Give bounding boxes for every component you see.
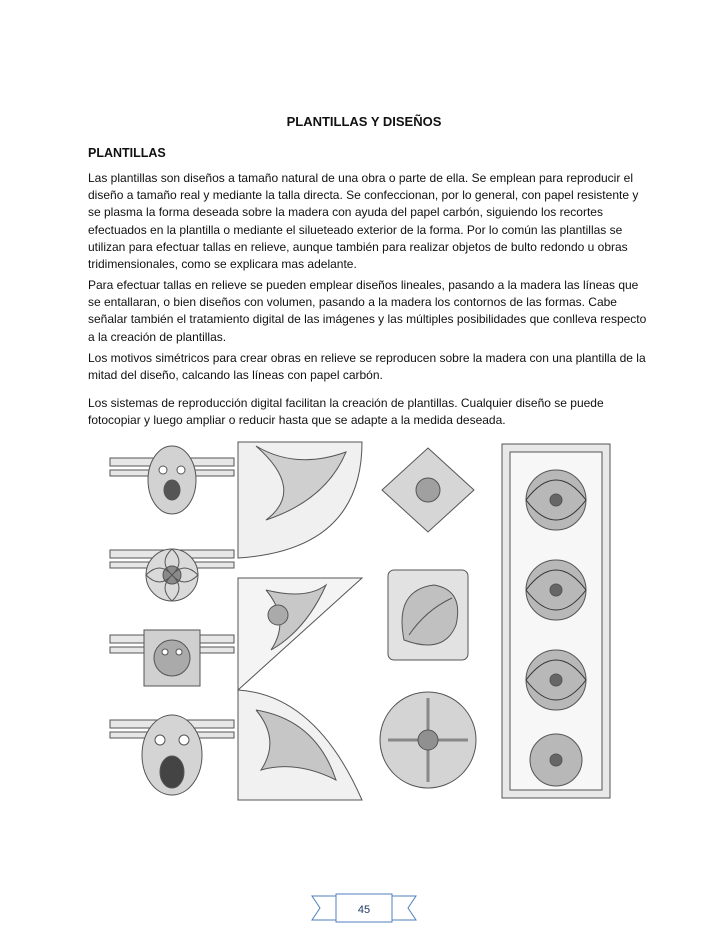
- carved-leaf-ornament-icon: [364, 440, 492, 802]
- paragraph-2: Para efectuar tallas en relieve se pueden emplear diseños lineales, pasando a la madera las líneas que se entallaran, o bien diseños con volumen, pasando a la madera los contornos de las formas. Cabe señalar también el tratamiento digital de las imágenes y las múltiples posibilidades que conlleva respecto a la creación de plantillas.: [88, 278, 647, 344]
- paragraph-4: Los sistemas de reproducción digital facilitan la creación de plantillas. Cualquier diseño se puede fotocopiar y luego ampliar o reducir hasta que se adapte a la medida deseada.: [88, 396, 604, 428]
- page-number-ribbon: [0, 892, 728, 924]
- section-heading: PLANTILLAS: [88, 146, 166, 160]
- paragraph-1: Las plantillas son diseños a tamaño natural de una obra o parte de ella. Se emplean para reproducir el diseño a tamaño real y mediante la talla directa. Se confeccionan, por lo general, con papel resistente y se plasma la forma deseada sobre la madera con ayuda del papel carbón, siguiendo los recortes efectuados en la plantilla o mediante el silueteado exterior de la forma. Por lo común las plantillas se utilizan para efectuar tallas en relieve, aunque también para realizar objetos de bulto redondo u obras tridimensionales, como se explicara mas adelante.: [88, 171, 639, 272]
- page-number: 45: [357, 904, 371, 916]
- gothic-tracery-panel-icon: [492, 440, 620, 802]
- ornament-figure: [108, 440, 620, 802]
- paragraph-3: Los motivos simétricos para crear obras en relieve se reproducen sobre la madera con una plantilla de la mitad del diseño, calcando las líneas con papel carbón.: [88, 351, 646, 383]
- page-title: PLANTILLAS Y DISEÑOS: [286, 114, 442, 129]
- carved-mask-panel-icon: [108, 440, 236, 802]
- foliage-corner-panel-icon: [236, 440, 364, 802]
